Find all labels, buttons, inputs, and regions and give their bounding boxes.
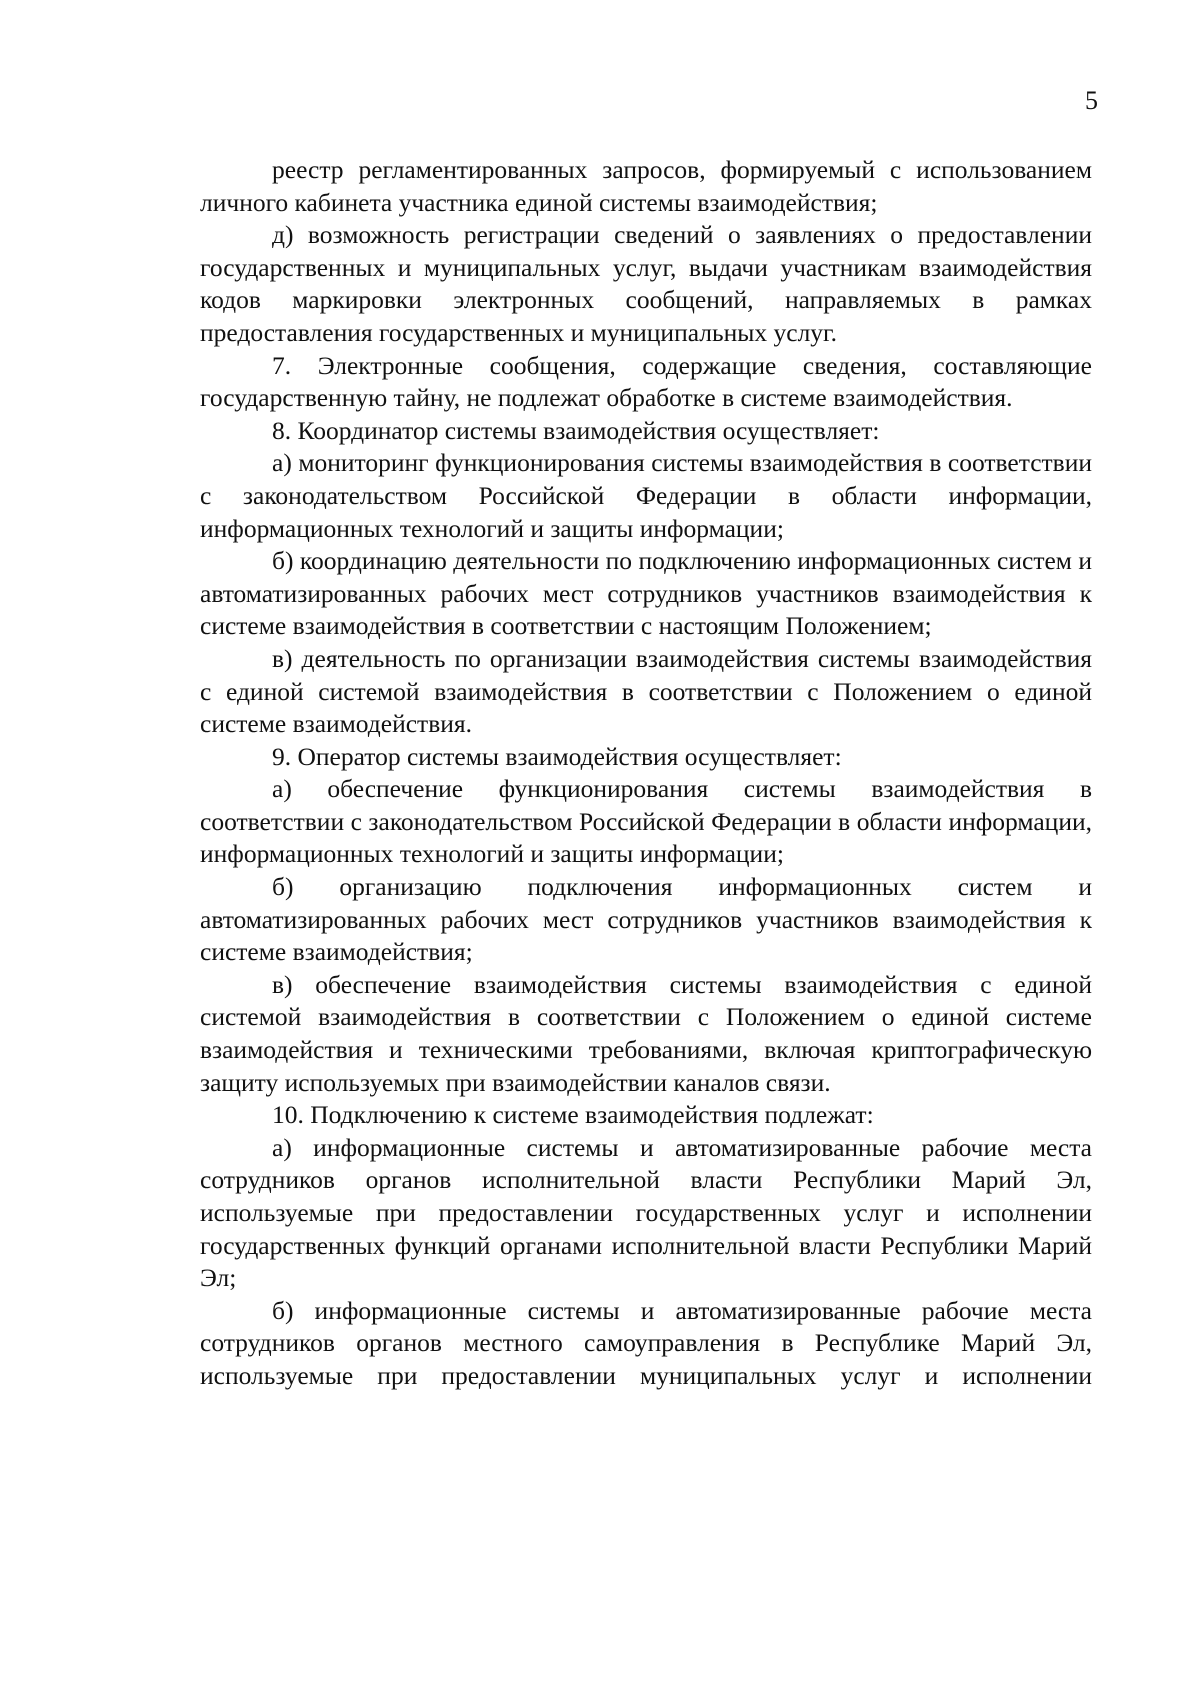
paragraph-10a-executive-bodies: а) информационные системы и автоматизированные рабочие места сотрудников органов исполнительной власти Республики Марий Эл, используемые при предоставлении государственных услуг и исполнении государственных функций органами исполнительной власти Республики Марий Эл;	[200, 1132, 1092, 1293]
document-body	[200, 154, 1092, 1393]
paragraph-6d-registration: д) возможность регистрации сведений о заявлениях о предоставлении государственных и муниципальных услуг, выдачи участникам взаимодействия кодов маркировки электронных сообщений, направляемых в рамках предоставления государственных и муниципальных услуг.	[200, 220, 1092, 347]
paragraph-7-state-secret: 7. Электронные сообщения, содержащие сведения, составляющие государственную тайну, не подлежат обработке в системе взаимодействия.	[200, 350, 1092, 413]
paragraph-8-coordinator: 8. Координатор системы взаимодействия осуществляет:	[272, 415, 880, 445]
paragraph-10b-local-government: б) информационные системы и автоматизированные рабочие места сотрудников органов местного самоуправления в Республике Марий Эл, используемые при предоставлении муниципальных услуг и исполнении	[200, 1295, 1092, 1390]
paragraph-9b-connection: б) организацию подключения информационных систем и автоматизированных рабочих мест сотрудников участников взаимодействия к системе взаимодействия;	[200, 872, 1092, 967]
paragraph-8v-organization: в) деятельность по организации взаимодействия системы взаимодействия с единой системой взаимодействия в соответствии с Положением о единой системе взаимодействия.	[200, 643, 1092, 739]
paragraph-8a-monitoring: а) мониторинг функционирования системы взаимодействия в соответствии с законодательством Российской Федерации в области информации, информационных технологий и защиты информации;	[200, 448, 1092, 543]
paragraph-9-operator: 9. Оператор системы взаимодействия осуществляет:	[272, 741, 842, 771]
paragraph-9a-functioning: а) обеспечение функционирования системы взаимодействия в соответствии с законодательством Российской Федерации в области информации, информационных технологий и защиты информации;	[200, 774, 1092, 869]
paragraph-9v-interaction: в) обеспечение взаимодействия системы взаимодействия с единой системой взаимодействия в соответствии с Положением о единой системе взаимодействия и техническими требованиями, включая криптографическую защиту используемых при взаимодействии каналов связи.	[200, 969, 1092, 1097]
page-number: 5	[1085, 86, 1098, 115]
paragraph-registry-continuation: реестр регламентированных запросов, формируемый с использованием личного кабинета участника единой системы взаимодействия;	[200, 155, 1092, 217]
paragraph-8b-coordination: б) координацию деятельности по подключению информационных систем и автоматизированных рабочих мест сотрудников участников взаимодействия к системе взаимодействия в соответствии с настоящим Положением;	[200, 546, 1092, 641]
paragraph-10-connection-subjects: 10. Подключению к системе взаимодействия подлежат:	[272, 1100, 874, 1130]
